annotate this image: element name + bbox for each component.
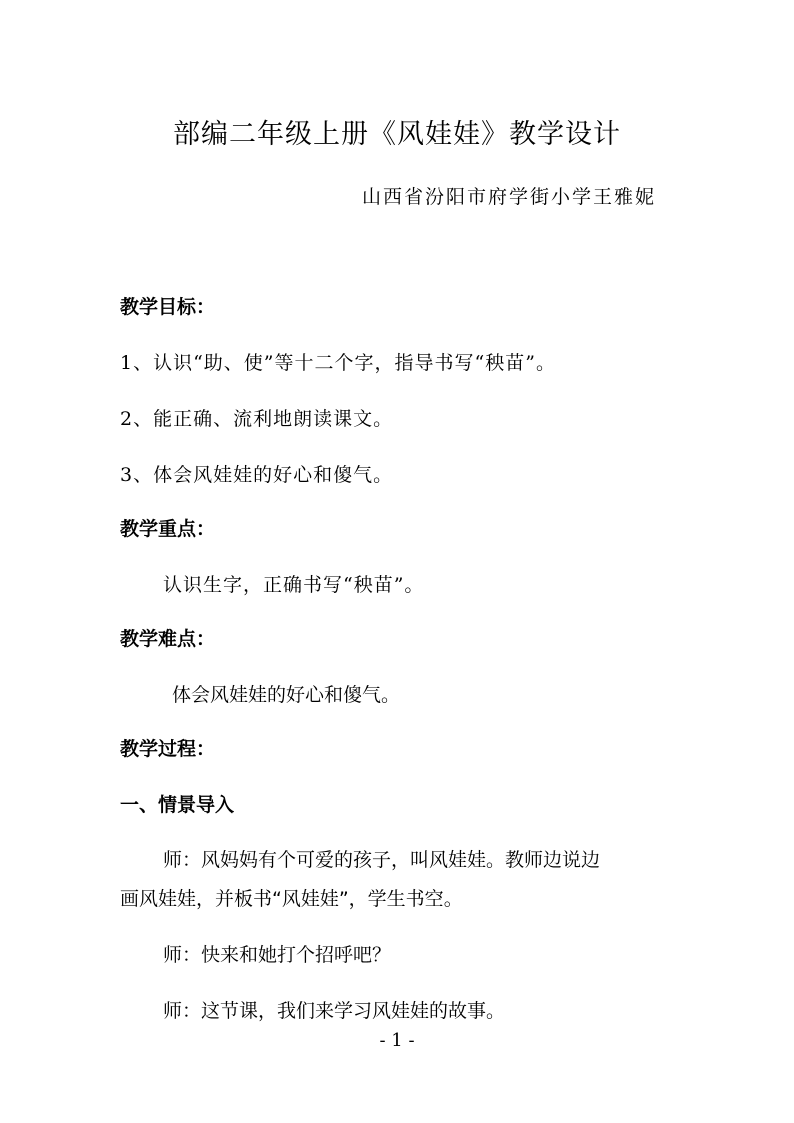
process-heading: 教学过程： — [120, 738, 216, 760]
objectives-heading: 教学目标： — [120, 296, 216, 318]
key-points-heading: 教学重点： — [120, 518, 216, 540]
page-number: - 1 - — [379, 1030, 415, 1051]
objective-item: 1、认识“助、使”等十二个字，指导书写“秧苗”。 — [120, 352, 556, 374]
paragraph-line: 画风娃娃，并板书“风娃娃”，学生书空。 — [120, 888, 463, 910]
paragraph-line: 师：风妈妈有个可爱的孩子，叫风娃娃。教师边说边 — [163, 849, 601, 871]
objective-item: 3、体会风娃娃的好心和傻气。 — [120, 464, 394, 486]
objective-item: 2、能正确、流利地朗读课文。 — [120, 408, 394, 430]
document-title: 部编二年级上册《风娃娃》教学设计 — [173, 119, 621, 150]
section-heading: 一、情景导入 — [120, 794, 235, 816]
difficulties-heading: 教学难点： — [120, 628, 216, 650]
paragraph-line: 师：快来和她打个招呼吧？ — [163, 944, 392, 966]
paragraph-line: 师：这节课，我们来学习风娃娃的故事。 — [163, 1000, 506, 1022]
key-points-text: 认识生字，正确书写“秧苗”。 — [163, 574, 425, 596]
author-line: 山西省汾阳市府学街小学王雅妮 — [361, 186, 656, 208]
difficulties-text: 体会风娃娃的好心和傻气。 — [172, 684, 401, 706]
